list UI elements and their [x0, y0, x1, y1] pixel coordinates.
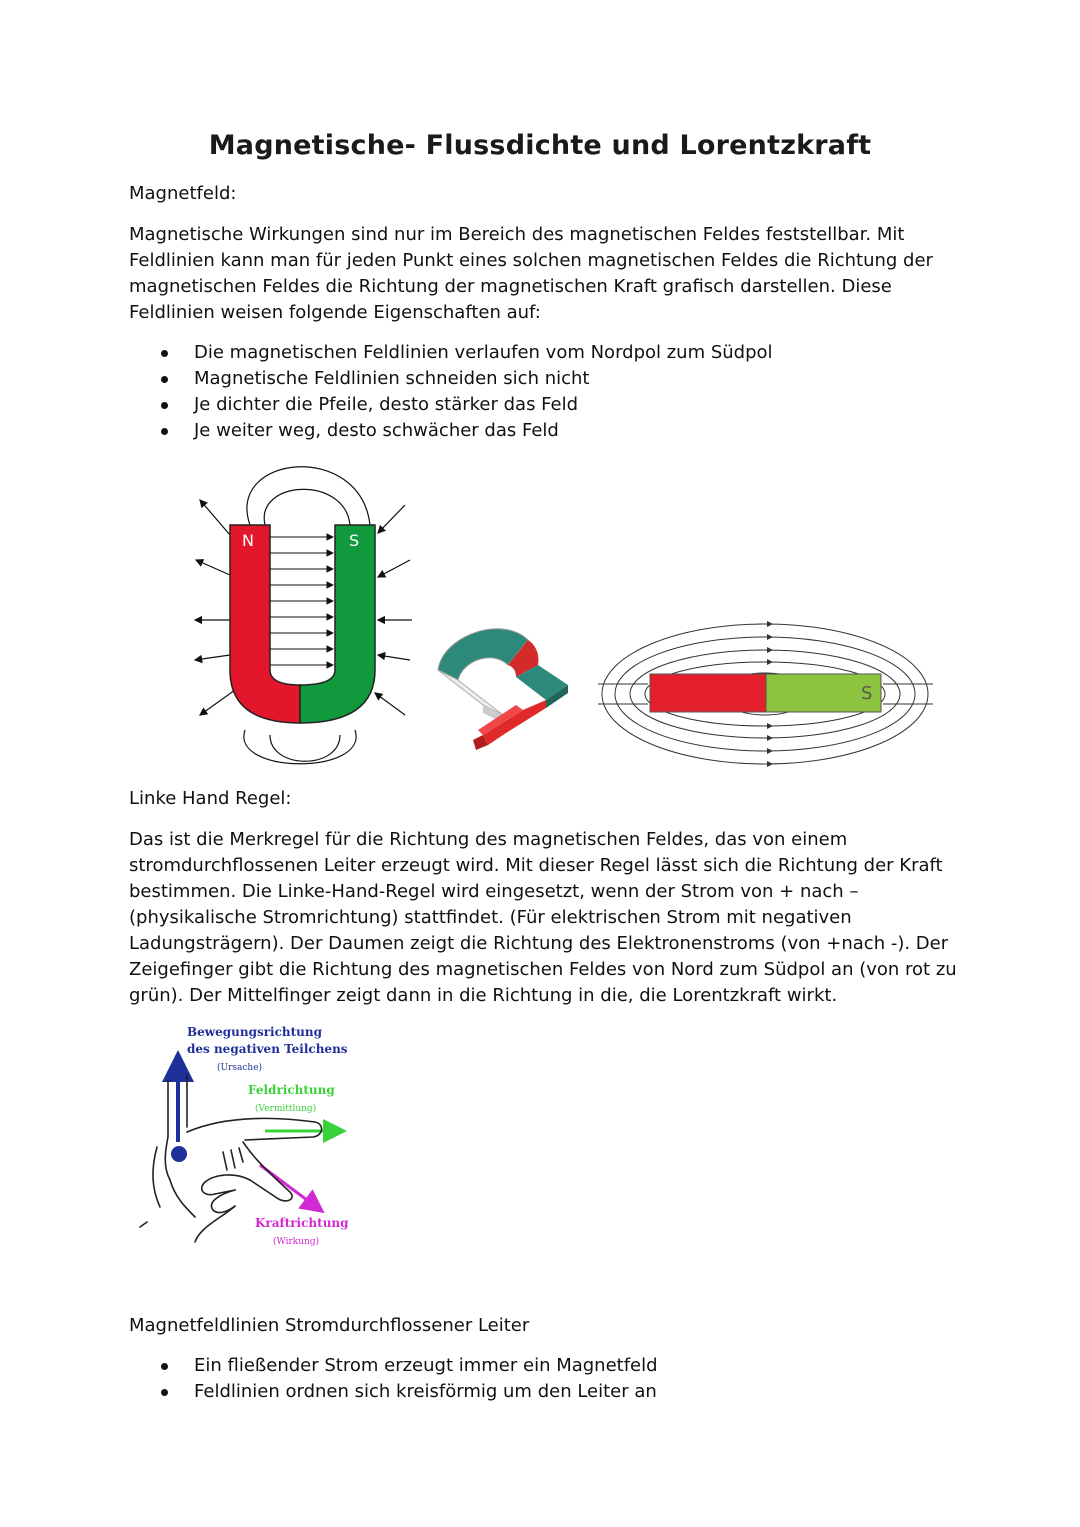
bar-south-label: S [861, 683, 873, 704]
bar-north-label: N [660, 683, 674, 704]
bar-magnet-diagram [598, 618, 938, 770]
field-direction-label: Feldrichtung [248, 1083, 335, 1097]
paragraph-magnetfeld [129, 222, 959, 326]
left-hand-rule-diagram [135, 1022, 365, 1254]
bullet-list-magnetfeld [129, 340, 773, 444]
motion-direction-label-2: des negativen Teilchens [187, 1042, 348, 1056]
horseshoe-magnet-3d-illustration [428, 615, 573, 760]
text-line: (physikalische Stromrichtung) stattfindet. (Für elektrischen Strom mit negativen [129, 907, 852, 928]
force-direction-label: Kraftrichtung [255, 1216, 349, 1230]
text-line: Zeigefinger gibt die Richtung des magnetischen Feldes von Nord zum Südpol an (von rot zu [129, 959, 957, 980]
list-item: Die magnetischen Feldlinien verlaufen vom Nordpol zum Südpol [129, 340, 773, 366]
field-mediation-label: (Vermittlung) [255, 1104, 317, 1114]
text-line: Ladungsträgern). Der Daumen zeigt die Richtung des Elektronenstroms (von +nach -). Der [129, 933, 949, 954]
paragraph-linke-hand-regel [129, 827, 959, 1009]
text-line: Das ist die Merkregel für die Richtung des magnetischen Feldes, das von einem [129, 829, 848, 850]
bullet-list-leiter [129, 1353, 658, 1405]
motion-direction-label: Bewegungsrichtung [187, 1025, 323, 1039]
heading-linke-hand-regel: Linke Hand Regel: [129, 788, 292, 809]
text-line: magnetischen Feldes die Richtung der magnetischen Kraft grafisch darstellen. Diese [129, 276, 892, 297]
page-title: Magnetische- Flussdichte und Lorentzkraft [208, 130, 872, 161]
list-item: Magnetische Feldlinien schneiden sich nicht [129, 366, 773, 392]
list-item: Ein fließender Strom erzeugt immer ein Magnetfeld [129, 1353, 658, 1379]
heading-stromdurchflossener-leiter: Magnetfeldlinien Stromdurchflossener Leiter [129, 1315, 530, 1336]
north-pole-label: N [242, 531, 254, 550]
text-line: stromdurchflossenen Leiter erzeugt wird. Mit dieser Regel lässt sich die Richtung der Kraft [129, 855, 943, 876]
horseshoe-magnet-diagram [190, 445, 415, 770]
text-line: Feldlinien kann man für jeden Punkt eines solchen magnetischen Feldes die Richtung der [129, 250, 933, 271]
force-effect-label: (Wirkung) [273, 1237, 320, 1247]
south-pole-label: S [349, 531, 360, 550]
motion-cause-label: (Ursache) [217, 1063, 263, 1073]
text-line: Feldlinien weisen folgende Eigenschaften auf: [129, 302, 541, 323]
text-line: bestimmen. Die Linke-Hand-Regel wird eingesetzt, wenn der Strom von + nach – [129, 881, 859, 902]
text-line: Magnetische Wirkungen sind nur im Bereich des magnetischen Feldes feststellbar. Mit [129, 224, 905, 245]
heading-magnetfeld: Magnetfeld: [129, 183, 237, 204]
list-item: Feldlinien ordnen sich kreisförmig um den Leiter an [129, 1379, 658, 1405]
list-item: Je weiter weg, desto schwächer das Feld [129, 418, 773, 444]
list-item: Je dichter die Pfeile, desto stärker das Feld [129, 392, 773, 418]
text-line: grün). Der Mittelfinger zeigt dann in die Richtung in die, die Lorentzkraft wirkt. [129, 985, 838, 1006]
